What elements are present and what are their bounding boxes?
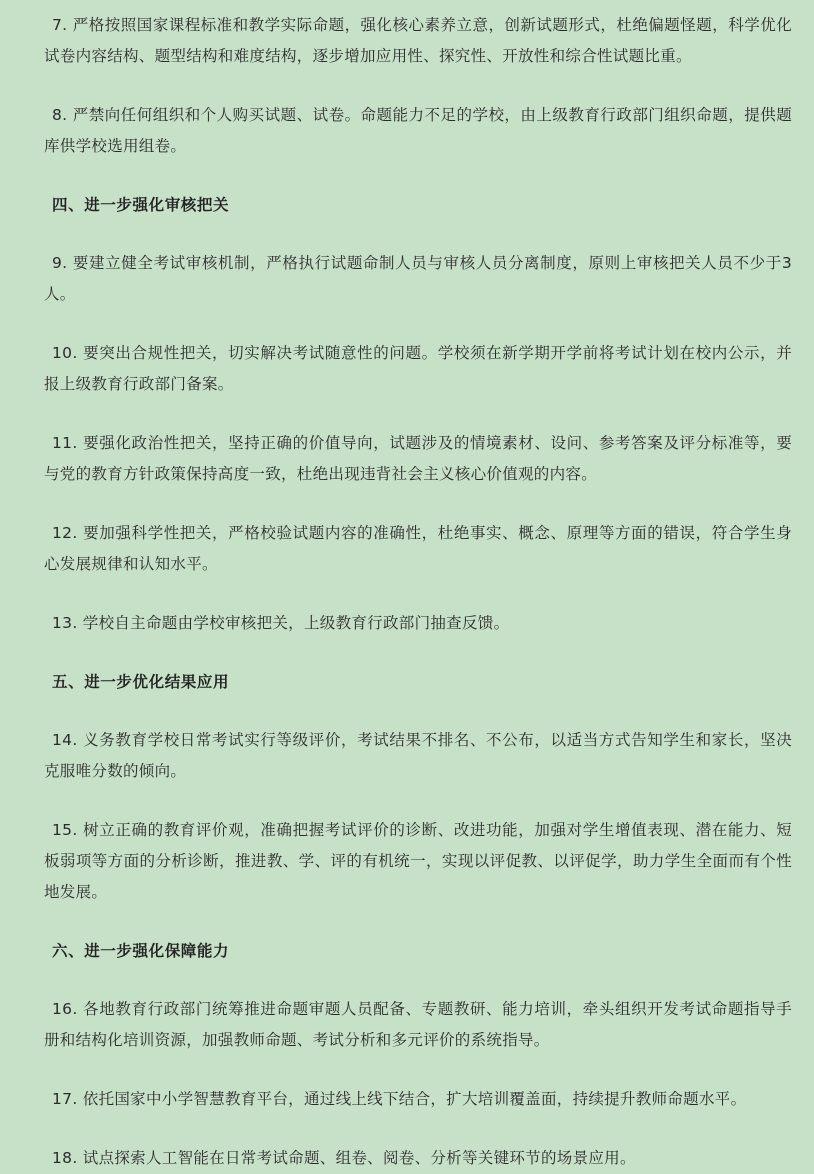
section-heading-4: 四、进一步强化审核把关 <box>52 196 230 214</box>
paragraph-16: 16. 各地教育行政部门统筹推进命题审题人员配备、专题教研、能力培训，牵头组织开发考试命题指导手册和结构化培训资源，加强教师命题、考试分析和多元评价的系统指导。 <box>44 1000 792 1049</box>
section-heading-6: 六、进一步强化保障能力 <box>52 942 230 960</box>
paragraph-14: 14. 义务教育学校日常考试实行等级评价，考试结果不排名、不公布，以适当方式告知学生和家长，坚决克服唯分数的倾向。 <box>44 731 792 780</box>
paragraph-17: 17. 依托国家中小学智慧教育平台，通过线上线下结合，扩大培训覆盖面，持续提升教师命题水平。 <box>52 1090 747 1108</box>
paragraph-7: 7. 严格按照国家课程标准和教学实际命题，强化核心素养立意，创新试题形式，杜绝偏题怪题，科学优化试卷内容结构、题型结构和难度结构，逐步增加应用性、探究性、开放性和综合性试题比重。 <box>44 16 792 65</box>
paragraph-15: 15. 树立正确的教育评价观，准确把握考试评价的诊断、改进功能，加强对学生增值表现、潜在能力、短板弱项等方面的分析诊断，推进教、学、评的有机统一，实现以评促教、以评促学，助力学生全面而有个性地发展。 <box>44 821 792 901</box>
paragraph-18: 18. 试点探索人工智能在日常考试命题、组卷、阅卷、分析等关键环节的场景应用。 <box>52 1149 636 1167</box>
paragraph-10: 10. 要突出合规性把关，切实解决考试随意性的问题。学校须在新学期开学前将考试计划在校内公示，并报上级教育行政部门备案。 <box>44 344 792 393</box>
paragraph-13: 13. 学校自主命题由学校审核把关，上级教育行政部门抽查反馈。 <box>52 614 510 632</box>
paragraph-8: 8. 严禁向任何组织和个人购买试题、试卷。命题能力不足的学校，由上级教育行政部门组织命题，提供题库供学校选用组卷。 <box>44 106 792 155</box>
paragraph-9: 9. 要建立健全考试审核机制，严格执行试题命制人员与审核人员分离制度，原则上审核把关人员不少于3人。 <box>44 254 792 303</box>
paragraph-12: 12. 要加强科学性把关，严格校验试题内容的准确性，杜绝事实、概念、原理等方面的错误，符合学生身心发展规律和认知水平。 <box>44 524 792 573</box>
section-heading-5: 五、进一步优化结果应用 <box>52 673 230 691</box>
paragraph-11: 11. 要强化政治性把关，坚持正确的价值导向，试题涉及的情境素材、设问、参考答案及评分标准等，要与党的教育方针政策保持高度一致，杜绝出现违背社会主义核心价值观的内容。 <box>44 434 792 483</box>
